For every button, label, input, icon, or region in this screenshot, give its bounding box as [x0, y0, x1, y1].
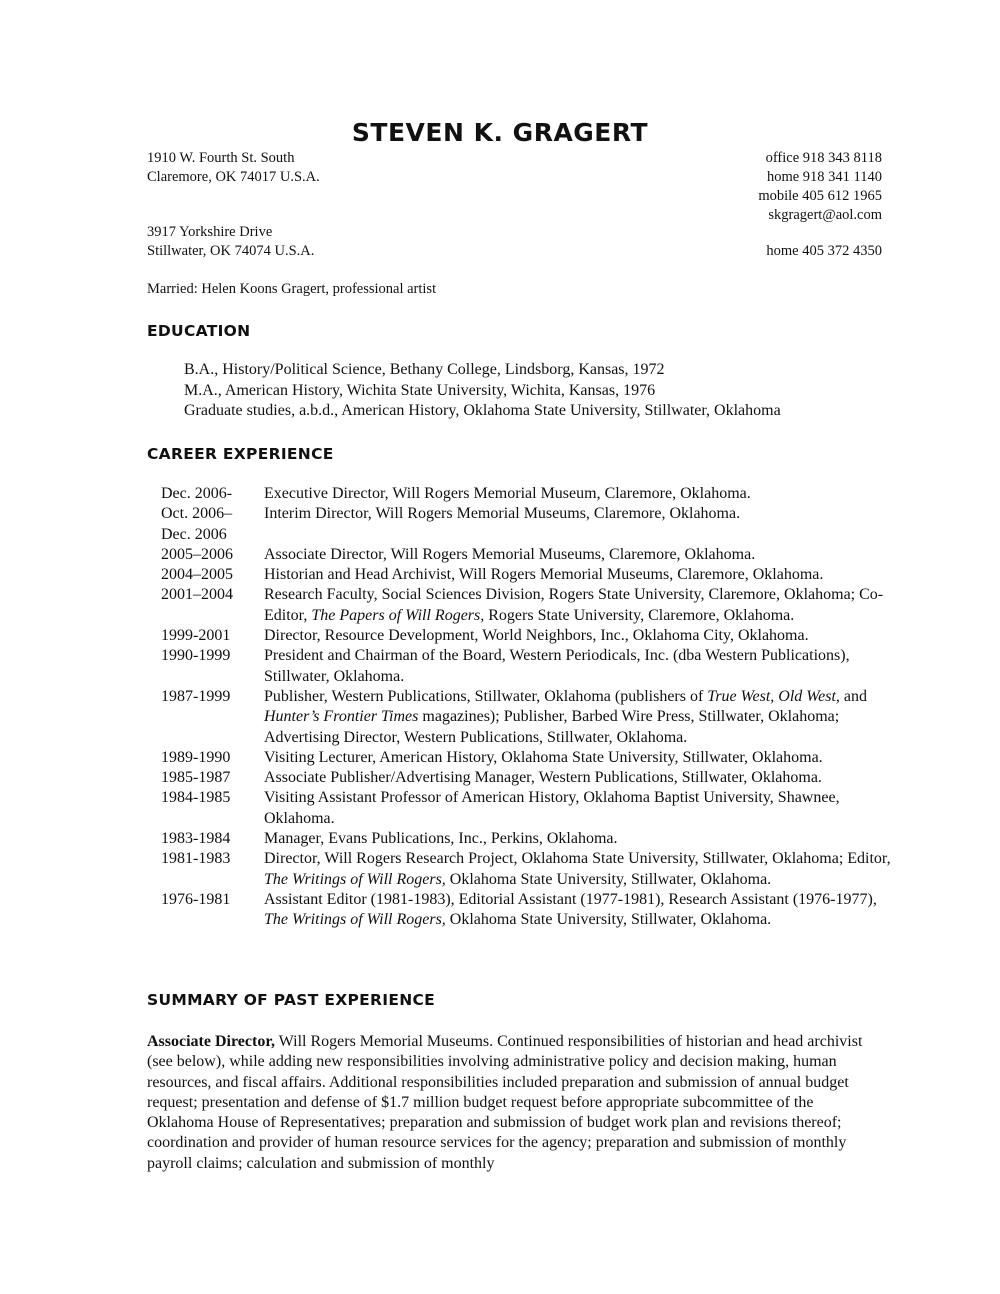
career-row: [161, 504, 891, 524]
career-row: [161, 525, 891, 545]
career-date: 1999-2001: [161, 627, 231, 645]
summary-paragraph: [147, 1032, 869, 1174]
education-item: B.A., History/Political Science, Bethany College, Lindsborg, Kansas, 1972: [184, 361, 665, 378]
publication-title: The Writings of Will Rogers,: [264, 911, 446, 929]
publication-title: The Writings of Will Rogers,: [264, 870, 446, 888]
email-address: skgragert@aol.com: [768, 207, 882, 223]
address-line: 3917 Yorkshire Drive: [147, 224, 273, 240]
career-row: [161, 768, 891, 788]
career-date: Dec. 2006-: [161, 485, 233, 502]
career-row: [161, 646, 891, 687]
career-description: President and Chairman of the Board, Western Periodicals, Inc. (dba Western Publications), Stillwater, Oklahoma.: [264, 647, 850, 685]
career-date: 1989-1990: [161, 748, 231, 766]
education-item: M.A., American History, Wichita State University, Wichita, Kansas, 1976: [184, 381, 656, 399]
address-claremore: [147, 149, 320, 187]
publication-title: Hunter’s Frontier Times: [264, 708, 419, 726]
mobile-phone: mobile 405 612 1965: [758, 188, 882, 204]
career-row: [161, 890, 891, 931]
career-heading: CAREER EXPERIENCE: [147, 445, 334, 463]
education-heading: EDUCATION: [147, 322, 251, 340]
career-row: [161, 626, 891, 646]
career-description: Interim Director, Will Rogers Memorial Museums, Claremore, Oklahoma.: [264, 505, 741, 523]
career-row: [161, 545, 891, 565]
career-date: 1990-1999: [161, 647, 231, 665]
marital-status: Married: Helen Koons Gragert, professional artist: [147, 281, 437, 297]
address-line: Claremore, OK 74017 U.S.A.: [147, 169, 320, 185]
contact-block-stillwater: [766, 242, 882, 261]
career-row: [161, 748, 891, 768]
career-description: Associate Director, Will Rogers Memorial Museums, Claremore, Oklahoma.: [264, 545, 756, 563]
office-phone: office 918 343 8118: [765, 150, 882, 166]
career-description: Manager, Evans Publications, Inc., Perkins, Oklahoma.: [264, 830, 618, 848]
career-row: [161, 687, 891, 748]
career-row: [161, 849, 891, 890]
address-stillwater: [147, 223, 314, 261]
career-description: Research Faculty, Social Sciences Division, Rogers State University, Claremore, Oklahoma; Co-Editor, The Papers of Will Rogers, Rogers State University, Claremore, Oklahoma.: [264, 586, 884, 624]
summary-lead: Associate Director,: [147, 1033, 275, 1050]
career-row: [161, 484, 891, 504]
career-description: Director, Will Rogers Research Project, Oklahoma State University, Stillwater, Oklahoma; Editor, The Writings of Will Rogers, Oklahoma State University, Stillwater, Oklahoma.: [264, 850, 891, 888]
summary-text: Will Rogers Memorial Museums. Continued responsibilities of historian and head archivist (see below), while adding new responsibilities involving administrative policy and decision making, human resources, and fiscal affairs. Additional responsibilities included preparation and submission of annual budget request; presentation and defense of $1.7 million budget request before appropriate subcommittee of the Oklahoma House of Representatives; preparation and submission of budget work plan and revisions thereof; coordination and provider of human resource services for the agency; preparation and submission of monthly payroll claims; calculation and submission of monthly: [147, 1033, 863, 1172]
career-date: 1983-1984: [161, 830, 231, 848]
career-date: Oct. 2006–: [161, 505, 233, 523]
career-description: Associate Publisher/Advertising Manager, Western Publications, Stillwater, Oklahoma.: [264, 769, 822, 787]
education-item: Graduate studies, a.b.d., American History, Oklahoma State University, Stillwater, Oklahoma: [184, 402, 781, 419]
career-date: 1984-1985: [161, 789, 231, 807]
career-description: Assistant Editor (1981-1983), Editorial Assistant (1977-1981), Research Assistant (1976-1977), The Writings of Will Rogers, Oklahoma State University, Stillwater, Oklahoma.: [264, 890, 877, 929]
career-description: Visiting Assistant Professor of American History, Oklahoma Baptist University, Shawnee, Oklahoma.: [264, 789, 840, 827]
career-description: Historian and Head Archivist, Will Rogers Memorial Museums, Claremore, Oklahoma.: [264, 566, 824, 584]
career-description: [264, 525, 891, 545]
publication-title: The Papers of Will Rogers,: [311, 606, 485, 624]
career-date: 1987-1999: [161, 687, 231, 705]
home-phone: home 918 341 1140: [766, 169, 882, 185]
career-date: 2005–2006: [161, 545, 233, 563]
career-date: 1976-1981: [161, 890, 231, 908]
career-description: Publisher, Western Publications, Stillwater, Oklahoma (publishers of True West, Old West, and Hunter’s Frontier Times magazines); Publisher, Barbed Wire Press, Stillwater, Oklahoma; Advertising Director, Western Publications, Stillwater, Oklahoma.: [264, 687, 868, 746]
career-row: [161, 585, 891, 626]
career-row: [161, 565, 891, 585]
resume-name: STEVEN K. GRAGERT: [351, 118, 649, 147]
career-description: Executive Director, Will Rogers Memorial Museum, Claremore, Oklahoma.: [264, 485, 751, 502]
address-line: Stillwater, OK 74074 U.S.A.: [147, 243, 315, 259]
career-date: 2004–2005: [161, 566, 233, 584]
career-list: [161, 484, 891, 931]
career-description: Director, Resource Development, World Neighbors, Inc., Oklahoma City, Oklahoma.: [264, 627, 809, 645]
career-row: [161, 788, 891, 829]
career-date: 1985-1987: [161, 769, 231, 787]
education-list: [184, 360, 781, 422]
career-row: [161, 829, 891, 849]
career-date: 1981-1983: [161, 850, 231, 868]
career-description: Visiting Lecturer, American History, Oklahoma State University, Stillwater, Oklahoma.: [264, 748, 823, 766]
contact-block-claremore: [758, 149, 882, 225]
address-line: 1910 W. Fourth St. South: [147, 150, 295, 166]
publication-title: True West, Old West,: [707, 687, 840, 705]
career-date: 2001–2004: [161, 586, 233, 604]
career-date: Dec. 2006: [161, 525, 227, 543]
home-phone: home 405 372 4350: [766, 243, 882, 259]
summary-heading: SUMMARY OF PAST EXPERIENCE: [147, 991, 436, 1009]
